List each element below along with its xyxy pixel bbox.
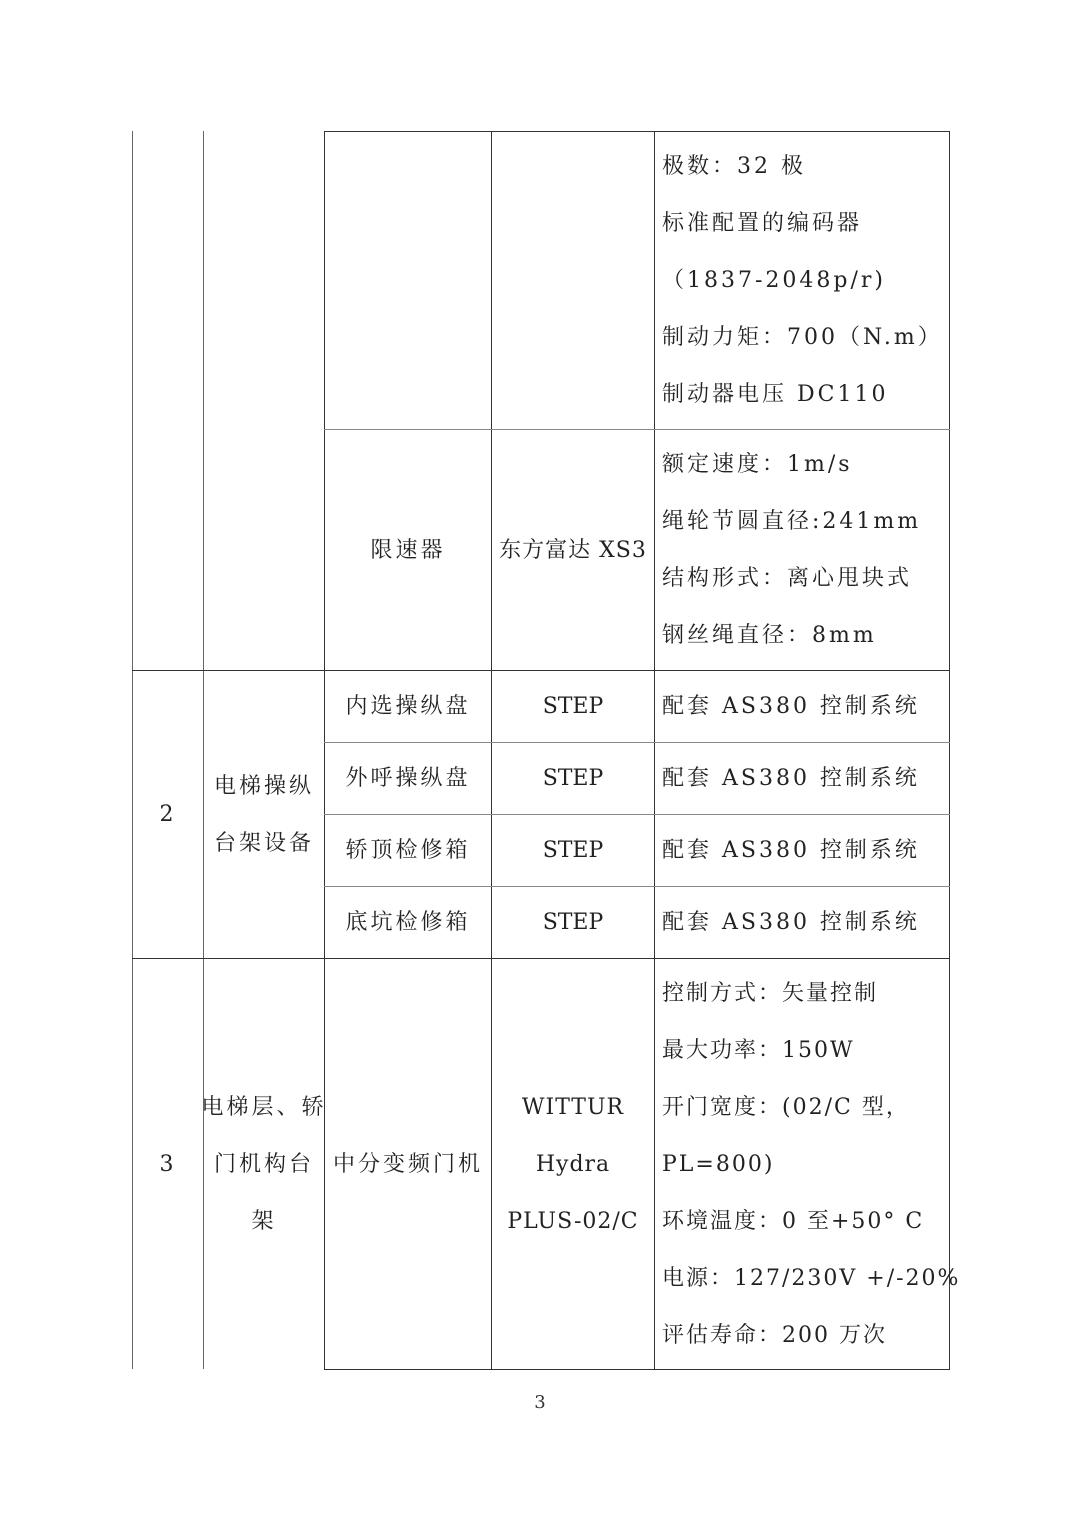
group2-item-spec: 配套 AS380 控制系统 — [662, 766, 920, 791]
motor-specs-cell — [662, 131, 946, 429]
group3-spec-line: 控制方式：矢量控制 — [662, 980, 879, 1006]
group3-spec-line: 最大功率：150W — [662, 1037, 855, 1063]
group3-index: 3 — [159, 1151, 177, 1177]
group2-item-name: 底坑检修箱 — [345, 910, 471, 935]
group3-spec-line: 环境温度：0 至+50° C — [662, 1208, 925, 1234]
group3-specs-cell — [662, 959, 961, 1369]
governor-name: 限速器 — [370, 537, 446, 563]
group3-spec-line: 开门宽度：(02/C 型， — [662, 1094, 910, 1120]
governor-spec-line: 额定速度：1m/s — [662, 452, 853, 477]
group3-category-line: 门机构台 — [214, 1151, 315, 1177]
motor-spec-line: （1837-2048p/r) — [662, 267, 887, 293]
group3-name: 中分变频门机 — [332, 1151, 483, 1177]
governor-spec-line: 结构形式：离心甩块式 — [662, 566, 913, 591]
group3-category-cell — [201, 959, 327, 1369]
governor-spec-line: 绳轮节圆直径:241mm — [662, 509, 922, 534]
group2-category-line: 电梯操纵 — [213, 773, 314, 799]
group2-item-spec: 配套 AS380 控制系统 — [662, 694, 920, 719]
governor-spec-line: 钢丝绳直径：8mm — [662, 623, 877, 648]
governor-model: 东方富达 XS3 — [499, 537, 647, 563]
group3-category-line: 电梯层、轿 — [201, 1094, 327, 1120]
group3-spec-line: 电源：127/230V +/-20% — [662, 1265, 961, 1291]
page-number: 3 — [534, 1392, 546, 1413]
row-line-bottom — [324, 1369, 950, 1370]
group3-spec-line: PL=800) — [662, 1151, 775, 1177]
group2-category-cell — [204, 671, 324, 958]
group2-item-model: STEP — [542, 910, 604, 935]
group3-spec-line: 评估寿命：200 万次 — [662, 1322, 887, 1348]
group2-item-model: STEP — [542, 694, 604, 719]
motor-spec-line: 制动器电压 DC110 — [662, 381, 889, 407]
motor-spec-line: 制动力矩：700（N.m） — [662, 324, 943, 350]
group2-item-model: STEP — [542, 838, 604, 863]
group2-item-model: STEP — [542, 766, 604, 791]
group3-model-line: Hydra — [535, 1151, 611, 1177]
group3-model-cell — [492, 959, 654, 1369]
governor-specs-cell — [662, 430, 946, 670]
motor-spec-line: 极数：32 极 — [662, 153, 806, 179]
group2-item-name: 轿顶检修箱 — [345, 838, 471, 863]
motor-spec-line: 标准配置的编码器 — [662, 210, 863, 236]
group2-category-line: 台架设备 — [213, 830, 314, 856]
col-line-5 — [654, 131, 655, 1369]
group2-item-spec: 配套 AS380 控制系统 — [662, 838, 920, 863]
group2-index: 2 — [159, 802, 177, 827]
group3-category-line: 架 — [251, 1208, 277, 1234]
group3-model-line: PLUS-02/C — [507, 1208, 639, 1234]
group3-model-line: WITTUR — [521, 1094, 625, 1120]
group2-item-name: 外呼操纵盘 — [345, 766, 471, 791]
group2-item-name: 内选操纵盘 — [345, 694, 471, 719]
group2-item-spec: 配套 AS380 控制系统 — [662, 910, 920, 935]
